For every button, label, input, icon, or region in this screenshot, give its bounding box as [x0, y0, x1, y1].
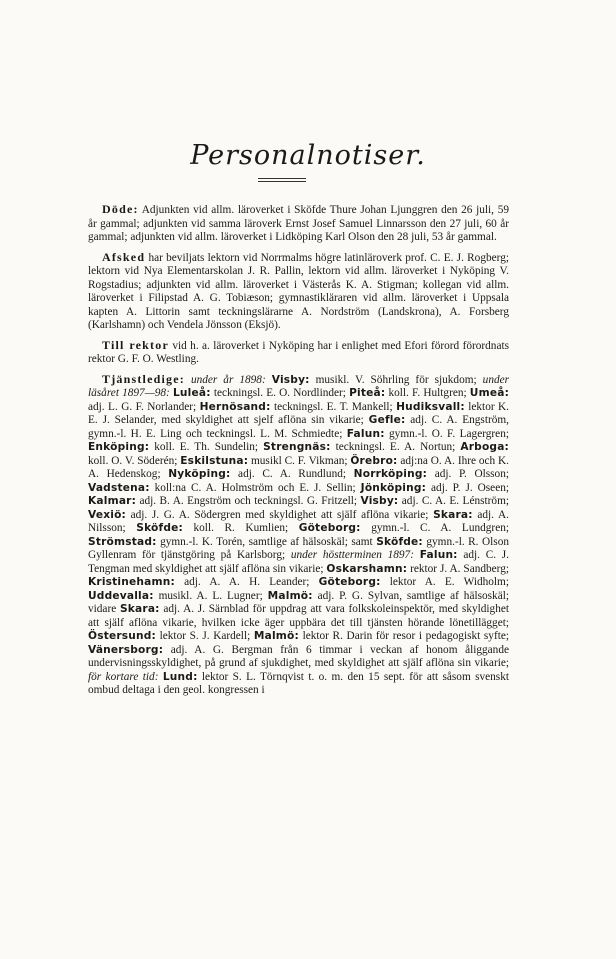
place-name: Skara:	[119, 603, 160, 615]
body-text: adj. P. Olsson;	[427, 468, 509, 480]
body-text: adj. A. A. H. Leander;	[174, 576, 319, 588]
body-text: adj:na O. A. Ihre och K. A. Hedenskog;	[88, 454, 509, 480]
body-text: teckningsl. E. O. Nordlinder;	[210, 387, 350, 399]
body-text: musikl. V. Söhrling för sjukdom;	[309, 373, 483, 386]
italic-phrase: för kortare tid:	[88, 670, 159, 683]
place-name: Sköfde:	[136, 522, 183, 534]
body-text: koll. E. Th. Sundelin;	[149, 441, 264, 453]
body-text: rektor J. A. Sandberg;	[407, 562, 510, 575]
place-name: Kalmar:	[88, 495, 137, 507]
body-text: teckningsl. E. T. Mankell;	[270, 400, 397, 413]
place-name: Örebro:	[350, 454, 398, 467]
place-name: Vänersborg:	[88, 643, 164, 656]
body-text: adj. A. G. Bergman från 6 timmar i veckan af honom åliggande undervisningsskyldighet, på grund af sjukdighet, med skyldighet att själf aflöna sin vikarie;	[88, 643, 509, 669]
title-divider	[258, 178, 306, 182]
body-text: koll. O. V. Söderén;	[88, 454, 181, 467]
place-name: Uddevalla:	[88, 589, 154, 602]
body-text: koll. F. Hultgren;	[385, 387, 470, 399]
italic-phrase: under år 1898:	[190, 373, 266, 386]
place-name: Hudiksvall:	[396, 400, 465, 413]
place-name: Falun:	[419, 549, 458, 561]
place-name: Göteborg:	[298, 522, 361, 534]
place-name: Vadstena:	[88, 481, 150, 494]
place-name: Falun:	[346, 427, 385, 440]
place-name: Malmö:	[267, 589, 313, 602]
place-name: Enköping:	[88, 441, 150, 453]
place-name: Östersund:	[88, 630, 156, 642]
body-text: lektor A. E. Widholm;	[380, 576, 509, 588]
body-text: adj. A. Nilsson;	[88, 508, 509, 534]
page-title: Personalnotiser.	[190, 140, 426, 171]
place-name: Kristinehamn:	[88, 576, 175, 588]
body-text: musikl C. F. Vikman;	[248, 454, 351, 467]
place-name: Strömstad:	[88, 535, 157, 548]
body-text: adj. C. J. Tengman med skyldighet att själf aflöna sin vikarie;	[88, 549, 509, 575]
body-text: adj. P. G. Sylvan, samtlige af hälsoskäl; vidare	[88, 589, 509, 615]
body-text: lektor S. J. Kardell;	[156, 630, 254, 642]
body-text: adj. J. G. A. Södergren med skyldighet att själf aflöna vikarie;	[125, 508, 434, 521]
place-name: Visby:	[360, 495, 399, 507]
place-name: Göteborg:	[318, 576, 381, 588]
place-name: Visby:	[271, 373, 310, 386]
paragraph	[88, 251, 509, 333]
section-heading: Afsked	[102, 249, 146, 264]
place-name: Piteå:	[349, 387, 386, 399]
body-text: vid h. a. läroverket i Nyköping har i enlighet med Efori förord förordnats rektor G. F. O. Westling.	[88, 339, 510, 365]
section-heading: Tjänstledige:	[102, 371, 185, 386]
body-text: adj. C. A. Engström, gymn.-l. H. E. Ling och teckningsl. L. M. Schmiedte;	[88, 414, 509, 440]
body-text: adj. B. A. Engström och teckningsl. G. Fritzell;	[136, 495, 361, 507]
body-text: har beviljats lektorn vid Norrmalms högre latinläroverk prof. C. E. J. Rogberg; lektorn vid Nya Elementarskolan J. R. Pallin, lektorn vid allm. läroverket i Nyköping V. Rogstadius; adjunkten vid allm. läroverket i Västerås K. A. Stigman; kollegan vid allm. läroverket i Filipstad A. G. Tobiæson; gymnastikläraren vid allm. läroverket i Uppsala kapten A. Littorin samt teckningslärarne A. Nordström (Landskrona), A. Forsberg (Karlshamn) och Vendela Jönsson (Eksjö).	[88, 251, 509, 331]
place-name: Sköfde:	[376, 535, 423, 548]
place-name: Oskarshamn:	[326, 562, 408, 575]
place-name: Gefle:	[368, 414, 406, 426]
body-text: gymn.-l. C. A. Lundgren;	[360, 522, 509, 534]
place-name: Luleå:	[172, 387, 211, 399]
body-text: adj. C. A. Rundlund;	[230, 468, 354, 480]
paragraph	[88, 373, 509, 698]
place-name: Jönköping:	[360, 481, 427, 494]
place-name: Strengnäs:	[263, 441, 331, 453]
body-text: koll. R. Kumlien;	[182, 522, 299, 534]
body-text: gymn.-l. O. F. Lagergren;	[384, 427, 509, 440]
paragraph	[88, 203, 509, 245]
place-name: Vexiö:	[88, 508, 126, 521]
body-text: teckningsl. E. A. Nortun;	[330, 441, 461, 453]
body-text: lektor K. E. J. Selander, med skyldighet att sjelf aflöna sin vikarie;	[88, 400, 510, 426]
body-text: adj. A. J. Särnblad för uppdrag att vara folkskoleinspektör, med skyldighet att själf aflöna vikarie, hvilken icke äger uppbära det till tjänsten hörande lönetillägget;	[88, 603, 509, 629]
body-text: adj. L. G. F. Norlander;	[88, 400, 200, 413]
body-text: musikl. A. L. Lugner;	[153, 589, 268, 602]
section-heading: Döde:	[102, 202, 139, 216]
body-text: gymn.-l. R. Olson Gyllenram för tjänstgöring på Karlsborg;	[88, 535, 509, 561]
section-heading: Till rektor	[102, 337, 169, 352]
place-name: Umeå:	[469, 387, 510, 399]
italic-phrase: under höstterminen 1897:	[290, 549, 414, 561]
place-name: Malmö:	[253, 630, 299, 642]
body-text: lektor S. L. Törnqvist t. o. m. den 15 sept. för att såsom svenskt ombud deltaga i den geol. kongressen i	[88, 670, 509, 696]
paragraph	[88, 339, 509, 367]
place-name: Norrköping:	[353, 468, 428, 480]
place-name: Skara:	[433, 508, 473, 521]
place-name: Arboga:	[460, 441, 509, 453]
body-text: koll:na C. A. Holmström och E. J. Sellin;	[149, 481, 361, 494]
italic-phrase: under läsåret 1897—98:	[88, 373, 510, 399]
place-name: Lund:	[162, 670, 198, 683]
place-name: Eskilstuna:	[180, 454, 249, 467]
body-text: Adjunkten vid allm. läroverket i Sköfde Thure Johan Ljunggren den 26 juli, 59 år gammal; adjunkten vid samma läroverk Ernst Josef Samuel Linnarsson den 27 juli, 60 år gammal; adjunkten vid allm. läroverket i Lidköping Karl Olson den 28 juli, 53 år gammal.	[88, 204, 509, 243]
body-text: adj. C. A. E. Lénström;	[398, 495, 509, 507]
body-text: adj. P. J. Oseen;	[426, 481, 510, 494]
body-text: lektor R. Darin för resor i pedagogiskt syfte;	[298, 630, 510, 642]
body-text: gymn.-l. K. Torén, samtlige af hälsoskäl; samt	[156, 535, 377, 548]
place-name: Nyköping:	[168, 468, 231, 480]
place-name: Hernösand:	[199, 400, 271, 413]
article-body	[88, 203, 509, 704]
